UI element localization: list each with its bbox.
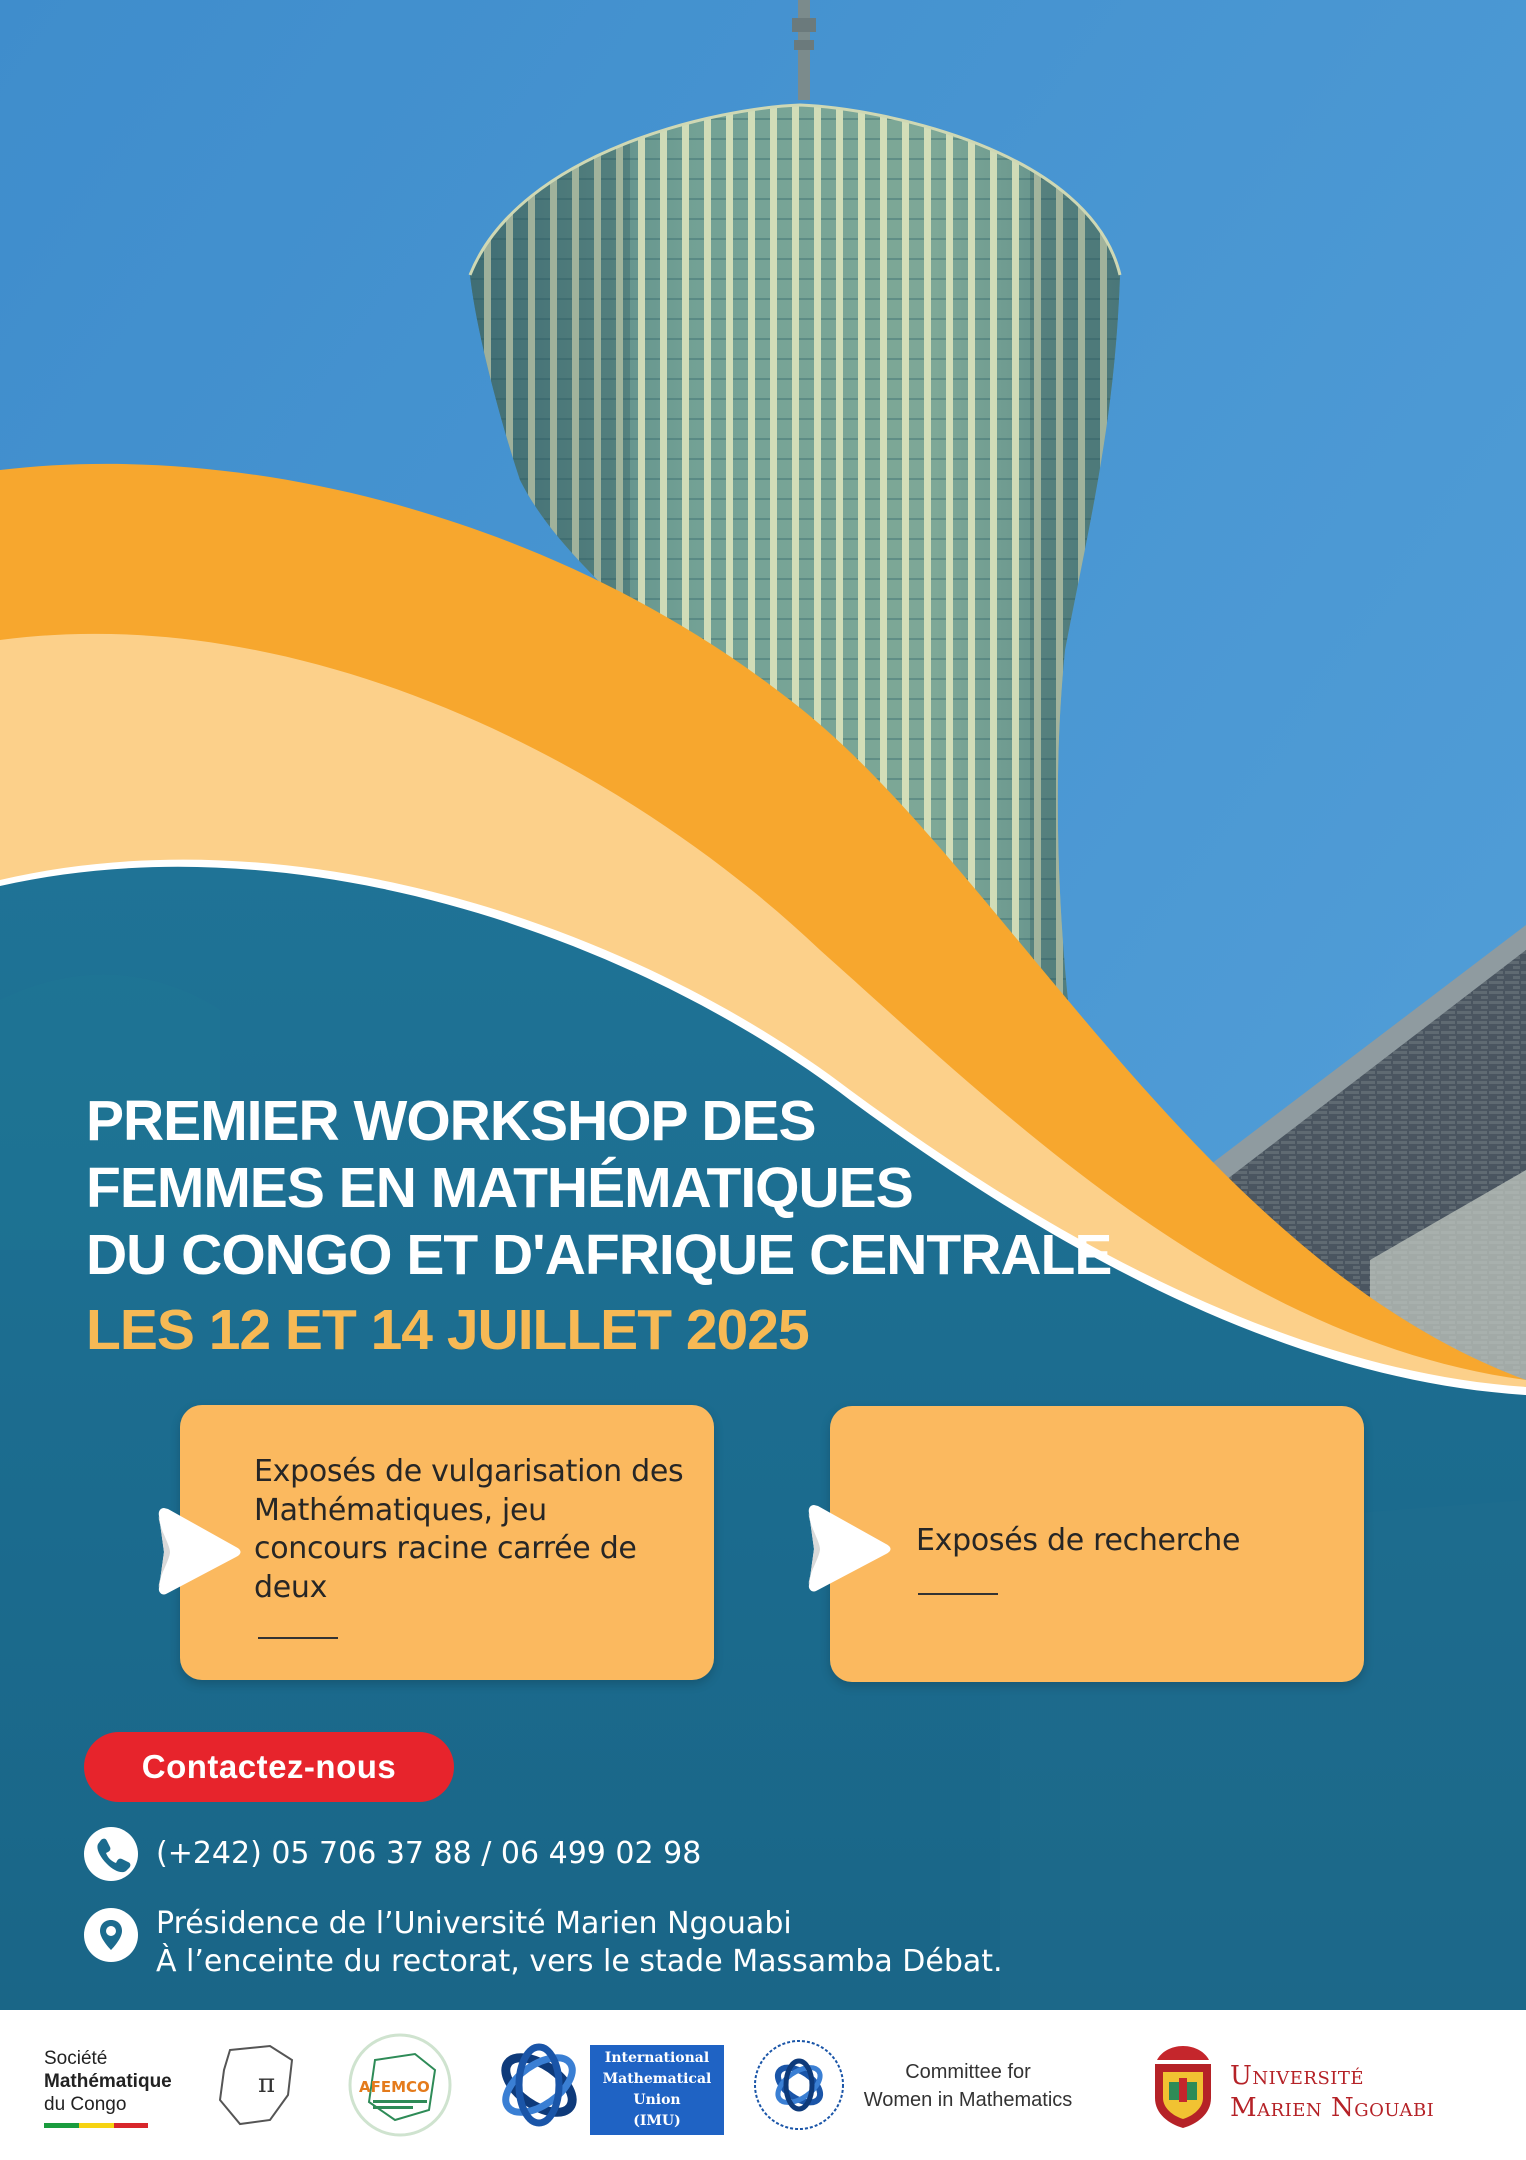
play-icon bbox=[800, 1497, 896, 1601]
imu-seal-logo bbox=[752, 2038, 846, 2132]
imu-line-3: Union bbox=[633, 2092, 681, 2108]
card-underline bbox=[918, 1593, 998, 1595]
umn-logo-text bbox=[1230, 2060, 1434, 2124]
feature-card-research bbox=[830, 1406, 1364, 1682]
title-line-3: DU CONGO ET D'AFRIQUE CENTRALE bbox=[86, 1223, 1112, 1287]
play-icon bbox=[150, 1500, 246, 1604]
afemco-label: AFEMCO bbox=[359, 2078, 430, 2096]
imu-line-2: Mathematical bbox=[602, 2071, 712, 2087]
partner-logos bbox=[0, 2010, 1526, 2160]
title-line-1: PREMIER WORKSHOP DES bbox=[86, 1089, 816, 1153]
cwm-line-2: Women in Mathematics bbox=[863, 2089, 1073, 2111]
phone-number: (+242) 05 706 37 88 / 06 499 02 98 bbox=[156, 1836, 702, 1871]
imu-line-1: International bbox=[604, 2050, 710, 2066]
afemco-logo bbox=[345, 2030, 455, 2140]
umn-line-2: Marien Ngouabi bbox=[1230, 2093, 1435, 2123]
smc-logo bbox=[0, 2010, 310, 2160]
address-line-2: À l’enceinte du rectorat, vers le stade Massamba Débat. bbox=[156, 1944, 1003, 1979]
title-line-2: FEMMES EN MATHÉMATIQUES bbox=[86, 1156, 913, 1220]
imu-logo bbox=[590, 2045, 724, 2135]
card-text: Exposés de vulgarisation des Mathématiques, jeu concours racine carrée de deux bbox=[254, 1454, 684, 1605]
flag-bar bbox=[44, 2123, 148, 2128]
congo-map-pi-icon bbox=[210, 2040, 300, 2130]
address-line-1: Présidence de l’Université Marien Ngouabi bbox=[156, 1906, 792, 1941]
cwm-line-1: Committee for bbox=[905, 2061, 1031, 2083]
imu-knot-logo bbox=[494, 2038, 584, 2132]
location-pin-icon bbox=[84, 1908, 138, 1962]
card-text: Exposés de recherche bbox=[916, 1523, 1241, 1558]
umn-crest-icon bbox=[1145, 2042, 1221, 2130]
card-underline bbox=[258, 1637, 338, 1639]
event-title bbox=[86, 1088, 1286, 1365]
smc-line-3: du Congo bbox=[44, 2094, 127, 2115]
smc-line-2: Mathématique bbox=[44, 2071, 172, 2092]
svg-text:π: π bbox=[258, 2069, 276, 2099]
event-dates: LES 12 ET 14 JUILLET 2025 bbox=[86, 1298, 809, 1362]
smc-line-1: Société bbox=[44, 2048, 108, 2069]
umn-line-1: Université bbox=[1230, 2061, 1365, 2091]
contact-button[interactable]: Contactez-nous bbox=[84, 1732, 454, 1802]
phone-icon bbox=[84, 1827, 138, 1881]
imu-line-4: (IMU) bbox=[633, 2113, 681, 2129]
feature-card-popularization bbox=[180, 1405, 714, 1680]
cwm-logo bbox=[858, 2058, 1078, 2114]
